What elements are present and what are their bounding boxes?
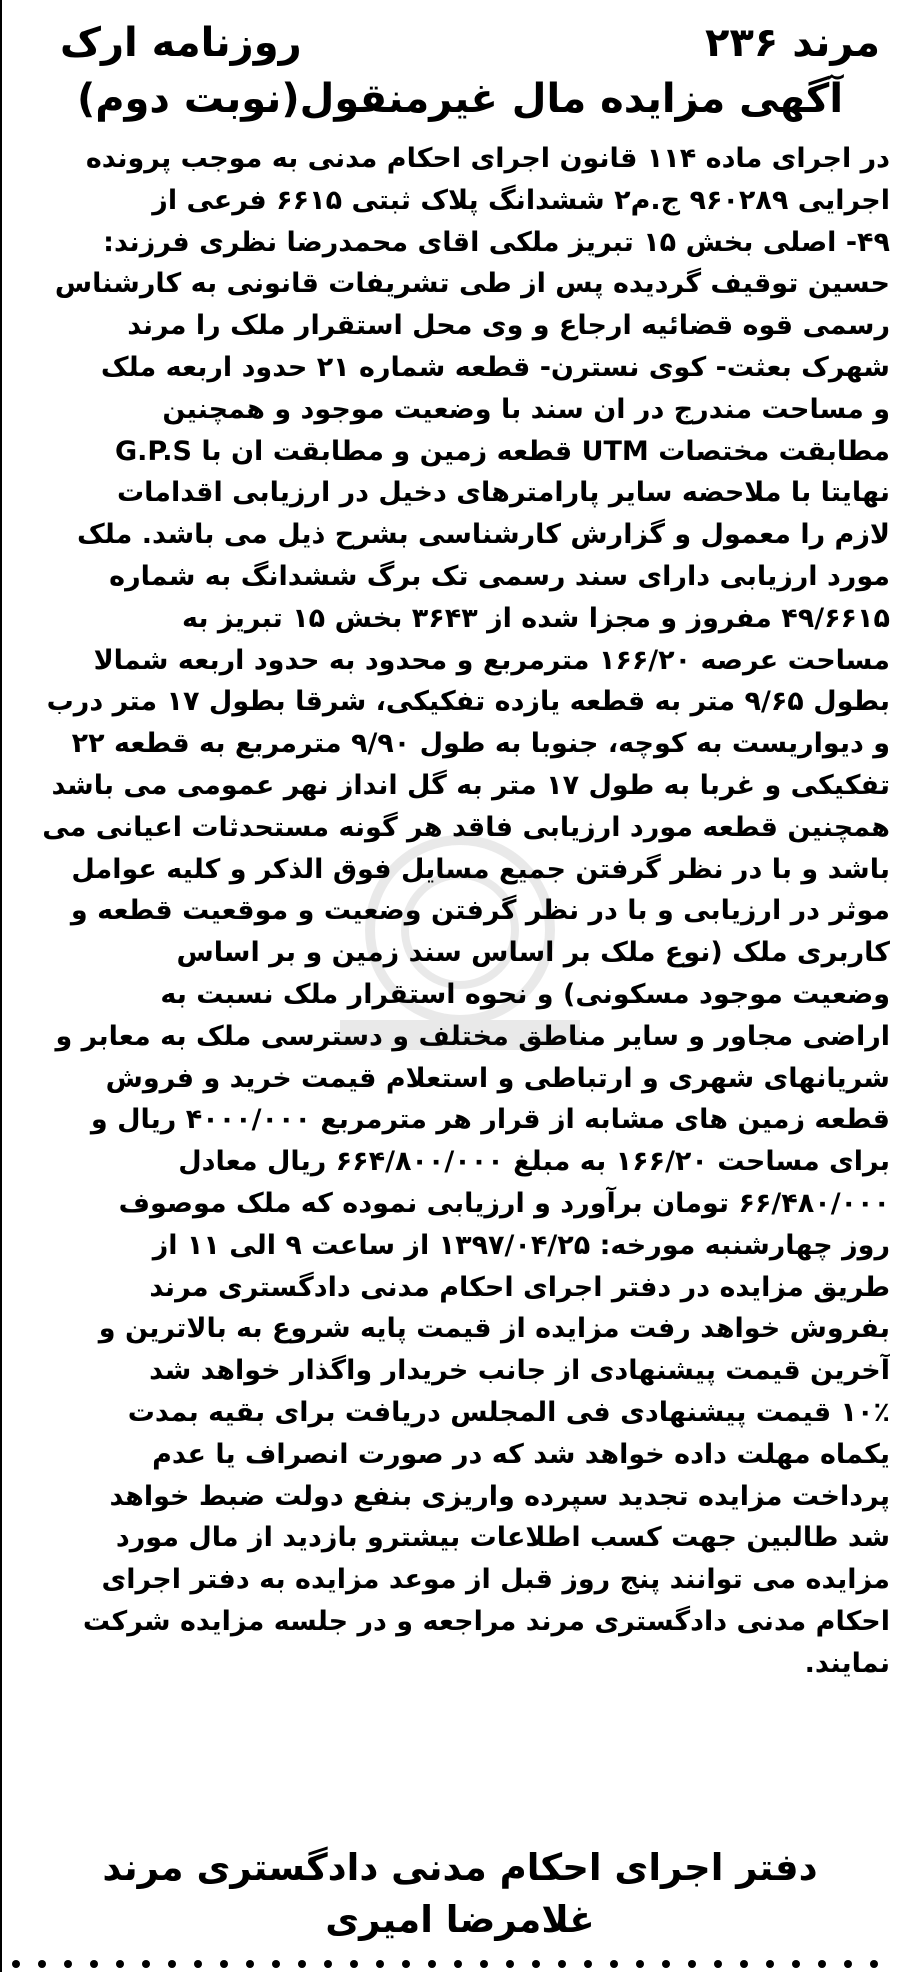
body-line: وضعیت موجود مسکونی) و نحوه استقرار ملک نسبت به <box>160 978 890 1010</box>
border-dot <box>480 1960 488 1968</box>
body-line: و مساحت مندرج در ان سند با وضعیت موجود و همچنین <box>162 393 890 425</box>
body-line: طریق مزایده در دفتر اجرای احکام مدنی دادگستری مرند <box>149 1271 890 1303</box>
body-line: روز چهارشنبه مورخه: ۱۳۹۷/۰۴/۲۵ از ساعت ۹ الی ۱۱ از <box>152 1229 890 1261</box>
body-line: حسین توقیف گردیده پس از طی تشریفات قانونی به کارشناس <box>54 268 890 300</box>
border-dot <box>532 1960 540 1968</box>
border-dot <box>766 1960 774 1968</box>
body-line: کاربری ملک (نوع ملک بر اساس سند زمین و بر اساس <box>176 937 890 969</box>
body-line: شهرک بعثت- کوی نسترن- قطعه شماره ۲۱ حدود اربعه ملک <box>100 351 890 383</box>
notice-body <box>40 138 890 1684</box>
newspaper-name: روزنامه ارک <box>60 20 302 66</box>
body-line: رسمی قوه قضائیه ارجاع و وی محل استقرار ملک را مرند <box>127 310 890 342</box>
body-line: مزایده می توانند پنج روز قبل از موعد مزایده به دفتر اجرای <box>101 1564 890 1596</box>
header <box>60 20 880 76</box>
border-dot <box>116 1960 124 1968</box>
issue-number: مرند ۲۳۶ <box>705 20 880 66</box>
border-dot <box>454 1960 462 1968</box>
body-line: ۶۶/۴۸۰/۰۰۰ تومان برآورد و ارزیابی نموده که ملک موصوف <box>118 1187 890 1219</box>
body-line: لازم را معمول و گزارش کارشناسی بشرح ذیل می باشد. ملک <box>76 519 890 551</box>
border-dot <box>298 1960 306 1968</box>
border-dot <box>506 1960 514 1968</box>
notice-title: آگهی مزایده مال غیرمنقول(نوبت دوم) <box>76 76 844 122</box>
body-line: احکام مدنی دادگستری مرند مراجعه و در جلسه مزایده شرکت <box>82 1605 890 1637</box>
border-dot <box>12 1960 20 1968</box>
body-line: تفکیکی و غربا به طول ۱۷ متر به گل انداز نهر عمومی می باشد <box>51 769 890 801</box>
body-line: موثر در ارزیابی و با در نظر گرفتن وضعیت و موقعیت قطعه و <box>70 895 890 927</box>
body-line: ۴۹/۶۶۱۵ مفروز و مجزا شده از ۳۶۴۳ بخش ۱۵ تبریز به <box>182 602 890 634</box>
border-dot <box>324 1960 332 1968</box>
border-dot <box>350 1960 358 1968</box>
body-line: نهایتا با ملاحضه سایر پارامترهای دخیل در ارزیابی اقدامات <box>116 477 890 509</box>
border-dot <box>740 1960 748 1968</box>
body-line: آخرین قیمت پیشنهادی از جانب خریدار واگذار خواهد شد <box>149 1355 890 1387</box>
border-dot <box>792 1960 800 1968</box>
border-dot <box>636 1960 644 1968</box>
border-dot <box>402 1960 410 1968</box>
border-dot <box>688 1960 696 1968</box>
dotted-border <box>10 1950 900 1974</box>
border-dot <box>662 1960 670 1968</box>
body-line: برای مساحت ۱۶۶/۲۰ به مبلغ ۶۶۴/۸۰۰/۰۰۰ ریال معادل <box>178 1146 890 1178</box>
body-line: شریانهای شهری و ارتباطی و استعلام قیمت خرید و فروش <box>105 1062 890 1094</box>
border-dot <box>272 1960 280 1968</box>
body-line: قطعه زمین های مشابه از قرار هر مترمربع ۴۰۰۰/۰۰۰ ریال و <box>90 1104 890 1136</box>
body-line: یکماه مهلت داده خواهد شد که در صورت انصراف یا عدم <box>152 1438 890 1470</box>
border-dot <box>844 1960 852 1968</box>
body-line: بطول ۹/۶۵ متر به قطعه یازده تفکیکی، شرقا بطول ۱۷ متر درب <box>46 686 890 718</box>
border-dot <box>142 1960 150 1968</box>
border-dot <box>90 1960 98 1968</box>
body-line: مساحت عرصه ۱۶۶/۲۰ مترمربع و محدود به حدود اربعه شمالا <box>93 644 890 676</box>
body-line: مورد ارزیابی دارای سند رسمی تک برگ ششدانگ به شماره <box>109 560 890 592</box>
border-dot <box>428 1960 436 1968</box>
border-dot <box>870 1960 878 1968</box>
border-dot <box>168 1960 176 1968</box>
border-dot <box>376 1960 384 1968</box>
border-dot <box>220 1960 228 1968</box>
body-line: همچنین قطعه مورد ارزیابی فاقد هر گونه مستحدثات اعیانی می <box>42 811 890 843</box>
body-line: اجرایی ۹۶۰۲۸۹ ج.م۲ ششدانگ پلاک ثبتی ۶۶۱۵ فرعی از <box>152 184 890 216</box>
issuing-office: دفتر اجرای احکام مدنی دادگستری مرند <box>102 1846 818 1889</box>
border-dot <box>64 1960 72 1968</box>
body-line: بفروش خواهد رفت مزایده از قیمت پایه شروع به بالاترین و <box>98 1313 890 1345</box>
body-line: اراضی مجاور و سایر مناطق مختلف و دسترسی ملک به معابر و <box>55 1020 890 1052</box>
border-dot <box>246 1960 254 1968</box>
border-dot <box>610 1960 618 1968</box>
body-line: باشد و با در نظر گرفتن جمیع مسایل فوق الذکر و کلیه عوامل <box>71 853 890 885</box>
body-line: در اجرای ماده ۱۱۴ قانون اجرای احکام مدنی به موجب پرونده <box>85 143 890 174</box>
border-dot <box>558 1960 566 1968</box>
border-dot <box>38 1960 46 1968</box>
body-line: نمایند. <box>804 1647 890 1679</box>
body-line: ۱۰٪ قیمت پیشنهادی فی المجلس دریافت برای بقیه بمدت <box>127 1396 890 1428</box>
body-line: شد طالبین جهت کسب اطلاعات بیشترو بازدید از مال مورد <box>115 1522 890 1554</box>
border-dot <box>584 1960 592 1968</box>
body-line: پرداخت مزایده تجدید سپرده واریزی بنفع دولت ضبط خواهد <box>109 1480 890 1512</box>
signatory-name: غلامرضا امیری <box>325 1898 595 1941</box>
body-line: مطابقت مختصات UTM قطعه زمین و مطابقت ان با G.P.S <box>114 435 890 467</box>
border-dot <box>194 1960 202 1968</box>
border-dot <box>714 1960 722 1968</box>
body-line: و دیواریست به کوچه، جنوبا به طول ۹/۹۰ مترمربع به قطعه ۲۲ <box>71 728 890 760</box>
body-line: ۴۹- اصلی بخش ۱۵ تبریز ملکی اقای محمدرضا نظری فرزند: <box>103 226 890 258</box>
border-dot <box>818 1960 826 1968</box>
